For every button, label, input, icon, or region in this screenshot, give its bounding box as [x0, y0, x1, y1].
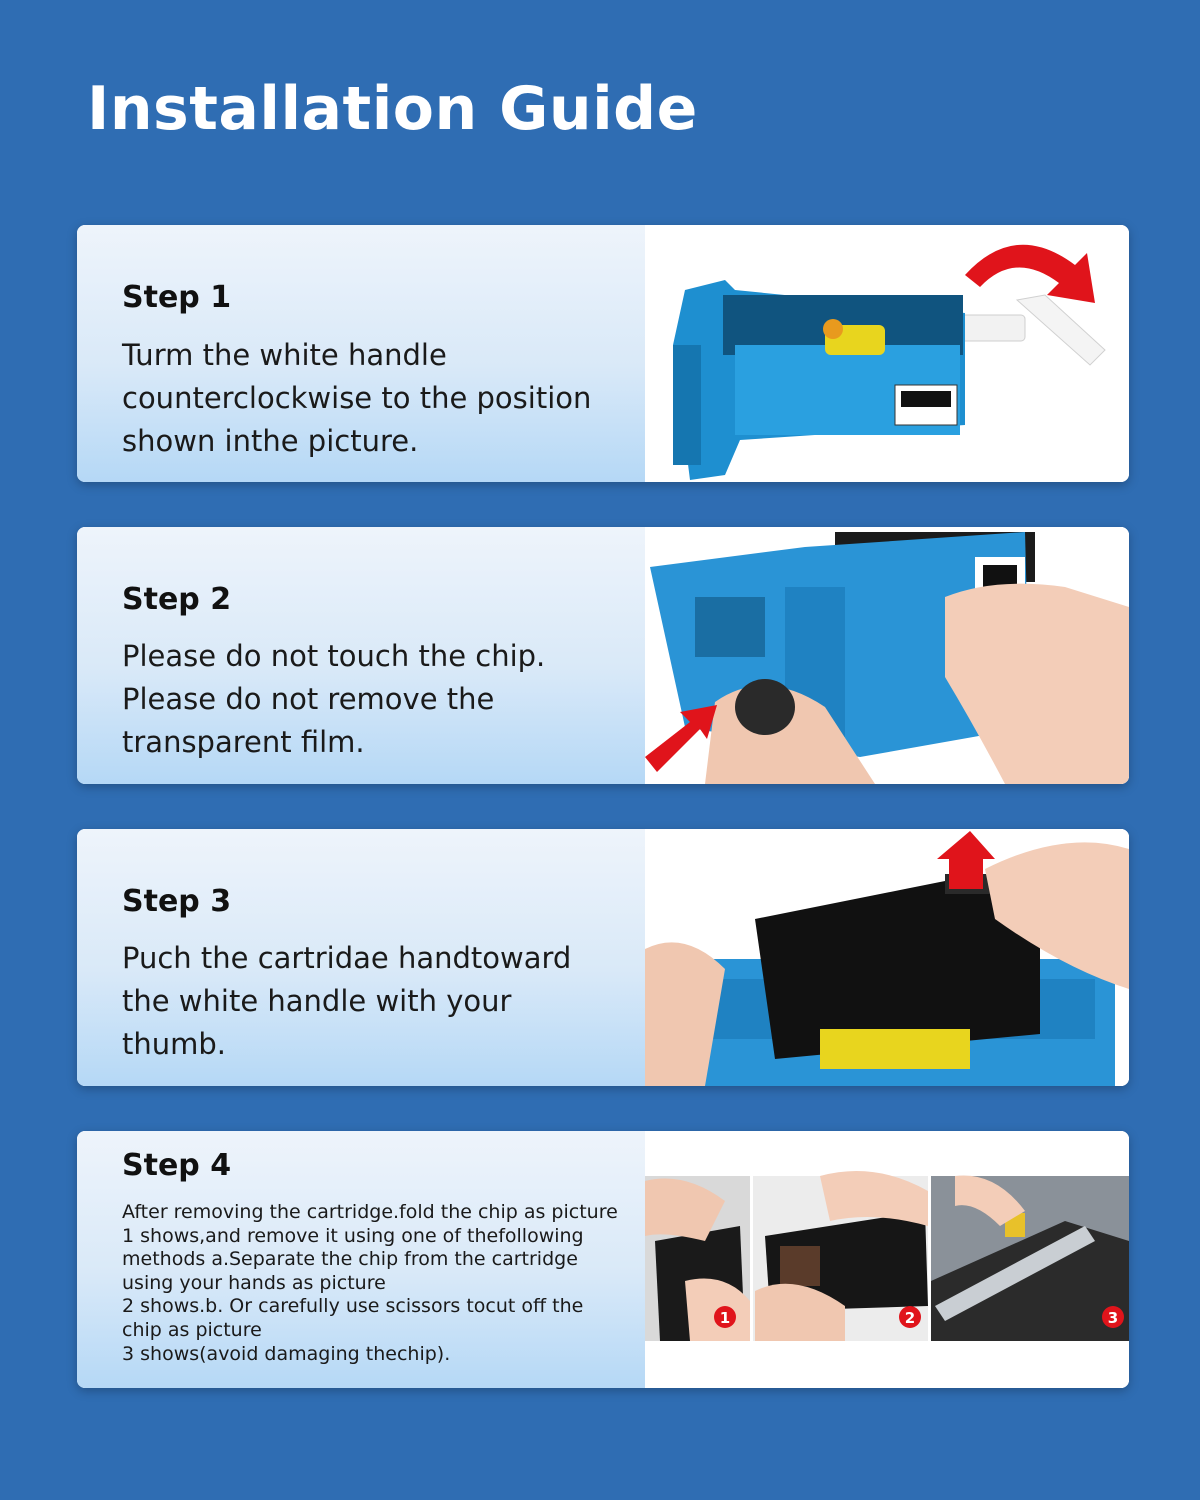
step-1-line-1: Turm the white handle: [122, 338, 447, 372]
photo-badge-2: 2: [904, 1309, 916, 1327]
step-2-line-2: Please do not remove the: [122, 682, 495, 716]
rotate-arrow-icon: [965, 245, 1095, 303]
step-4-description: [122, 1201, 642, 1366]
step-4-line-2: 1 shows,and remove it using one of thefollowing: [122, 1224, 584, 1247]
step-3-description: [122, 937, 632, 1066]
step-4-illustration: [645, 1131, 1129, 1388]
step-2-description: [122, 635, 632, 764]
step-3-title: Step 3: [122, 884, 232, 919]
step-4-card: [77, 1131, 1129, 1388]
step-1-line-3: shown inthe picture.: [122, 424, 419, 458]
step-4-line-1: After removing the cartridge.fold the chip as picture: [122, 1201, 618, 1223]
step-2-title: Step 2: [122, 582, 232, 617]
step-4-line-7: 3 shows(avoid damaging thechip).: [122, 1342, 451, 1365]
step-4-line-4: using your hands as picture: [122, 1271, 386, 1294]
page-title: Installation Guide: [87, 74, 698, 144]
cartridge-insert-illustration: [645, 527, 1129, 784]
step-4-title: Step 4: [122, 1148, 232, 1183]
step-4-line-6: chip as picture: [122, 1318, 262, 1341]
cartridge-tool-handle-illustration: [645, 225, 1129, 482]
step-2-card: [77, 527, 1129, 784]
step-4-text-panel: [77, 1131, 645, 1388]
step-2-line-1: Please do not touch the chip.: [122, 639, 546, 673]
cartridge-removal-illustration: [645, 829, 1129, 1086]
step-3-illustration: [645, 829, 1129, 1086]
step-1-line-2: counterclockwise to the position: [122, 381, 592, 415]
step-4-line-3: methods a.Separate the chip from the cartridge: [122, 1248, 578, 1271]
step-1-description: [122, 334, 632, 463]
photo-badge-3: 3: [1107, 1309, 1119, 1327]
step-4-line-5: 2 shows.b. Or carefully use scissors tocut off the: [122, 1295, 584, 1318]
chip-removal-photos: [645, 1131, 1129, 1388]
step-1-title: Step 1: [122, 280, 232, 315]
step-3-card: [77, 829, 1129, 1086]
step-2-line-3: transparent film.: [122, 725, 365, 759]
step-2-illustration: [645, 527, 1129, 784]
chip-photo-1: [645, 1176, 750, 1341]
step-1-illustration: [645, 225, 1129, 482]
step-2-text-panel: [77, 527, 645, 784]
step-3-text-panel: [77, 829, 645, 1086]
step-3-line-1: Puch the cartridae handtoward: [122, 941, 572, 975]
photo-badge-1: 1: [719, 1309, 731, 1327]
step-3-line-3: thumb.: [122, 1027, 227, 1061]
chip-photo-3: [931, 1175, 1129, 1341]
chip-photo-2: [753, 1171, 928, 1341]
step-1-text-panel: [77, 225, 645, 482]
step-1-card: [77, 225, 1129, 482]
step-3-line-2: the white handle with your: [122, 984, 512, 1018]
